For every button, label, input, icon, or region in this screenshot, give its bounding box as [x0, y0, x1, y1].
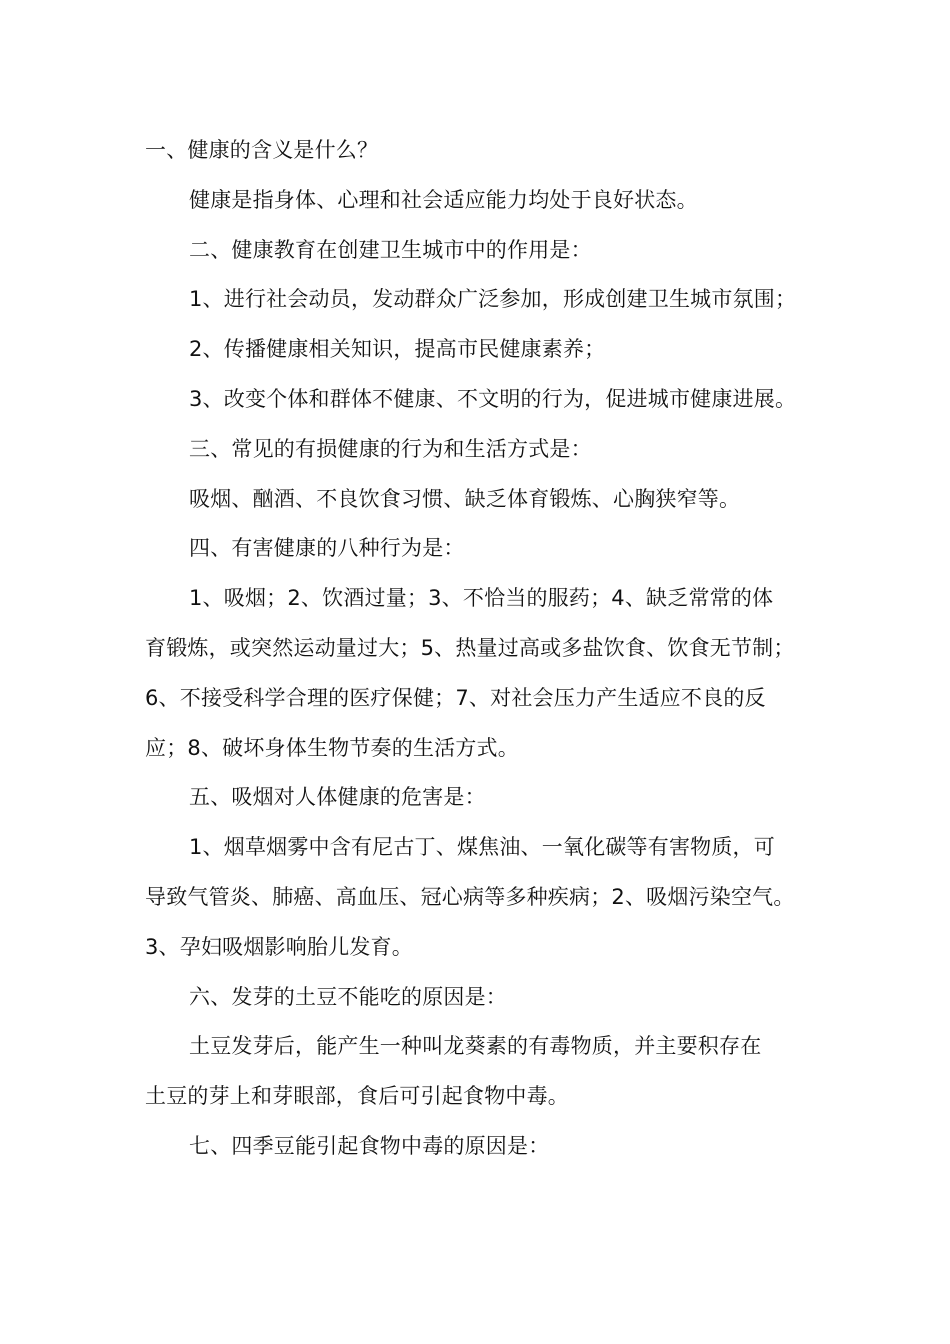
list-item: 2、传播健康相关知识，提高市民健康素养；: [189, 337, 606, 362]
paragraph-line: 1、吸烟；2、饮酒过量；3、不恰当的服药；4、缺乏常常的体: [189, 586, 774, 611]
paragraph-line: 土豆发芽后，能产生一种叫龙葵素的有毒物质，并主要积存在: [189, 1034, 762, 1059]
heading-1: 一、健康的含义是什么？: [145, 138, 379, 162]
list-item: 3、改变个体和群体不健康、不文明的行为，促进城市健康进展。: [189, 386, 797, 411]
heading-3: 三、常见的有损健康的行为和生活方式是：: [189, 436, 592, 461]
heading-7: 七、四季豆能引起食物中毒的原因是：: [189, 1133, 550, 1158]
paragraph-line: 应；8、破坏身体生物节奏的生活方式。: [145, 735, 519, 760]
paragraph-line: 土豆的芽上和芽眼部，食后可引起食物中毒。: [145, 1084, 569, 1109]
heading-6: 六、发芽的土豆不能吃的原因是：: [189, 984, 507, 1009]
heading-5: 五、吸烟对人体健康的危害是：: [189, 785, 486, 810]
paragraph-line: 健康是指身体、心理和社会适应能力均处于良好状态。: [189, 187, 698, 212]
paragraph-line: 3、孕妇吸烟影响胎儿发育。: [145, 934, 413, 959]
heading-2: 二、健康教育在创建卫生城市中的作用是：: [189, 237, 592, 262]
paragraph-line: 吸烟、酗酒、不良饮食习惯、缺乏体育锻炼、心胸狭窄等。: [189, 486, 741, 511]
list-item: 1、进行社会动员，发动群众广泛参加，形成创建卫生城市氛围；: [189, 287, 797, 312]
paragraph-line: 导致气管炎、肺癌、高血压、冠心病等多种疾病；2、吸烟污染空气。: [145, 884, 795, 909]
paragraph-line: 育锻炼，或突然运动量过大；5、热量过高或多盐饮食、饮食无节制；: [145, 635, 795, 660]
document-body: [145, 126, 825, 1172]
paragraph-line: 6、不接受科学合理的医疗保健；7、对社会压力产生适应不良的反: [145, 685, 766, 710]
paragraph-line: 1、烟草烟雾中含有尼古丁、煤焦油、一氧化碳等有害物质，可: [189, 835, 775, 860]
heading-4: 四、有害健康的八种行为是：: [189, 536, 465, 561]
